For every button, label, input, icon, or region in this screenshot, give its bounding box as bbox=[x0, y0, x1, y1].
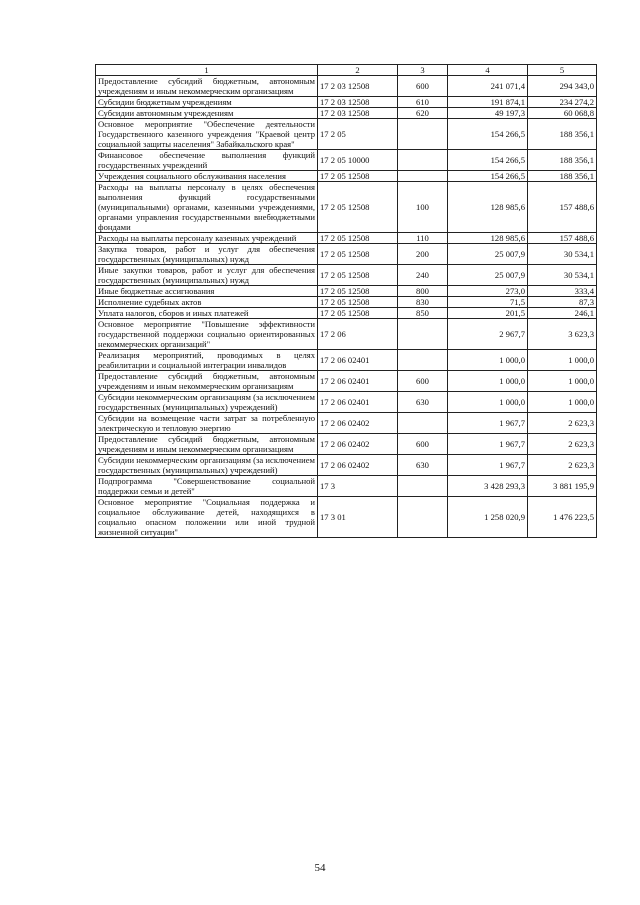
row-name: Иные бюджетные ассигнования bbox=[96, 286, 318, 297]
row-name: Учреждения социального обслуживания населения bbox=[96, 171, 318, 182]
row-code: 17 3 01 bbox=[318, 497, 398, 538]
row-code: 17 2 06 02401 bbox=[318, 350, 398, 371]
row-name: Подпрограмма "Совершенствование социальной поддержки семьи и детей" bbox=[96, 476, 318, 497]
row-name: Реализация мероприятий, проводимых в целях реабилитации и социальной интеграции инвалидов bbox=[96, 350, 318, 371]
row-value-col4: 25 007,9 bbox=[448, 265, 528, 286]
row-name: Основное мероприятие "Повышение эффективности государственной поддержки социально ориентированных некоммерческих организаций" bbox=[96, 319, 318, 350]
page-number: 54 bbox=[314, 862, 326, 874]
row-type: 620 bbox=[398, 108, 448, 119]
table-row bbox=[96, 371, 597, 392]
row-type bbox=[398, 497, 448, 538]
row-name: Предоставление субсидий бюджетным, автономным учреждениям и иным некоммерческим организациям bbox=[96, 434, 318, 455]
row-code: 17 2 05 12508 bbox=[318, 286, 398, 297]
table-row bbox=[96, 308, 597, 319]
row-value-col5: 188 356,1 bbox=[528, 119, 597, 150]
table-row bbox=[96, 476, 597, 497]
row-code: 17 3 bbox=[318, 476, 398, 497]
row-value-col5: 1 000,0 bbox=[528, 350, 597, 371]
row-value-col5: 3 623,3 bbox=[528, 319, 597, 350]
row-value-col4: 1 000,0 bbox=[448, 350, 528, 371]
row-code: 17 2 06 02402 bbox=[318, 413, 398, 434]
table-row bbox=[96, 286, 597, 297]
table-row bbox=[96, 97, 597, 108]
row-value-col5: 188 356,1 bbox=[528, 150, 597, 171]
row-name: Субсидии некоммерческим организациям (за исключением государственных (муниципальных) учреждений) bbox=[96, 392, 318, 413]
row-value-col4: 201,5 bbox=[448, 308, 528, 319]
row-type: 800 bbox=[398, 286, 448, 297]
row-name: Предоставление субсидий бюджетным, автономным учреждениям и иным некоммерческим организациям bbox=[96, 371, 318, 392]
row-name: Субсидии на возмещение части затрат за потребленную электрическую и тепловую энергию bbox=[96, 413, 318, 434]
row-name: Иные закупки товаров, работ и услуг для обеспечения государственных (муниципальных) нужд bbox=[96, 265, 318, 286]
row-value-col5: 333,4 bbox=[528, 286, 597, 297]
row-type: 200 bbox=[398, 244, 448, 265]
row-code: 17 2 05 12508 bbox=[318, 265, 398, 286]
row-value-col4: 241 071,4 bbox=[448, 76, 528, 97]
row-code: 17 2 03 12508 bbox=[318, 97, 398, 108]
row-name: Субсидии некоммерческим организациям (за исключением государственных (муниципальных) учреждений) bbox=[96, 455, 318, 476]
table-row bbox=[96, 108, 597, 119]
row-value-col5: 234 274,2 bbox=[528, 97, 597, 108]
row-value-col4: 1 000,0 bbox=[448, 392, 528, 413]
row-value-col5: 2 623,3 bbox=[528, 455, 597, 476]
table-row bbox=[96, 150, 597, 171]
table-row bbox=[96, 171, 597, 182]
row-type: 100 bbox=[398, 182, 448, 233]
row-value-col5: 157 488,6 bbox=[528, 182, 597, 233]
row-type: 610 bbox=[398, 97, 448, 108]
row-value-col4: 1 967,7 bbox=[448, 434, 528, 455]
row-type: 630 bbox=[398, 392, 448, 413]
column-header: 3 bbox=[398, 65, 448, 76]
row-name: Расходы на выплаты персоналу казенных учреждений bbox=[96, 233, 318, 244]
row-value-col5: 2 623,3 bbox=[528, 434, 597, 455]
row-value-col5: 294 343,0 bbox=[528, 76, 597, 97]
row-code: 17 2 05 12508 bbox=[318, 308, 398, 319]
table-row bbox=[96, 319, 597, 350]
row-value-col4: 154 266,5 bbox=[448, 171, 528, 182]
row-value-col4: 49 197,3 bbox=[448, 108, 528, 119]
table-row bbox=[96, 233, 597, 244]
table-row bbox=[96, 76, 597, 97]
row-code: 17 2 03 12508 bbox=[318, 76, 398, 97]
table-row bbox=[96, 392, 597, 413]
table-row bbox=[96, 455, 597, 476]
row-value-col5: 1 000,0 bbox=[528, 371, 597, 392]
row-code: 17 2 05 12508 bbox=[318, 171, 398, 182]
budget-table bbox=[95, 64, 597, 538]
row-code: 17 2 06 02402 bbox=[318, 434, 398, 455]
row-value-col5: 1 000,0 bbox=[528, 392, 597, 413]
row-code: 17 2 05 bbox=[318, 119, 398, 150]
row-value-col5: 246,1 bbox=[528, 308, 597, 319]
table-row bbox=[96, 119, 597, 150]
table-row bbox=[96, 434, 597, 455]
row-code: 17 2 05 12508 bbox=[318, 233, 398, 244]
row-value-col4: 3 428 293,3 bbox=[448, 476, 528, 497]
row-value-col4: 1 000,0 bbox=[448, 371, 528, 392]
row-name: Основное мероприятие "Обеспечение деятельности Государственного казенного учреждения "Краевой центр социальной защиты населения" Забайкальского края" bbox=[96, 119, 318, 150]
row-value-col4: 25 007,9 bbox=[448, 244, 528, 265]
row-value-col5: 60 068,8 bbox=[528, 108, 597, 119]
table-row bbox=[96, 297, 597, 308]
row-value-col5: 3 881 195,9 bbox=[528, 476, 597, 497]
row-value-col5: 30 534,1 bbox=[528, 244, 597, 265]
row-value-col4: 1 967,7 bbox=[448, 413, 528, 434]
row-code: 17 2 06 02401 bbox=[318, 371, 398, 392]
row-code: 17 2 06 02402 bbox=[318, 455, 398, 476]
row-name: Предоставление субсидий бюджетным, автономным учреждениям и иным некоммерческим организациям bbox=[96, 76, 318, 97]
table-header-row bbox=[96, 65, 597, 76]
row-value-col4: 154 266,5 bbox=[448, 119, 528, 150]
table-row bbox=[96, 244, 597, 265]
row-value-col5: 1 476 223,5 bbox=[528, 497, 597, 538]
row-type bbox=[398, 350, 448, 371]
row-name: Уплата налогов, сборов и иных платежей bbox=[96, 308, 318, 319]
row-type: 830 bbox=[398, 297, 448, 308]
row-code: 17 2 03 12508 bbox=[318, 108, 398, 119]
row-value-col5: 87,3 bbox=[528, 297, 597, 308]
row-type: 600 bbox=[398, 371, 448, 392]
column-header: 2 bbox=[318, 65, 398, 76]
table-row bbox=[96, 265, 597, 286]
row-type bbox=[398, 171, 448, 182]
row-name: Расходы на выплаты персоналу в целях обеспечения выполнения функций государственными (муниципальными) органами, казенными учреждениями, органами управления государственными внебюджетными фондами bbox=[96, 182, 318, 233]
row-type: 110 bbox=[398, 233, 448, 244]
row-type: 850 bbox=[398, 308, 448, 319]
row-code: 17 2 05 12508 bbox=[318, 244, 398, 265]
column-header: 1 bbox=[96, 65, 318, 76]
row-type: 600 bbox=[398, 434, 448, 455]
column-header: 4 bbox=[448, 65, 528, 76]
row-type bbox=[398, 476, 448, 497]
row-type: 600 bbox=[398, 76, 448, 97]
table-row bbox=[96, 413, 597, 434]
row-value-col4: 191 874,1 bbox=[448, 97, 528, 108]
row-type: 240 bbox=[398, 265, 448, 286]
column-header: 5 bbox=[528, 65, 597, 76]
row-value-col4: 1 258 020,9 bbox=[448, 497, 528, 538]
row-code: 17 2 05 10000 bbox=[318, 150, 398, 171]
row-name: Субсидии автономным учреждениям bbox=[96, 108, 318, 119]
row-code: 17 2 06 bbox=[318, 319, 398, 350]
table-row bbox=[96, 497, 597, 538]
row-value-col4: 154 266,5 bbox=[448, 150, 528, 171]
row-value-col4: 128 985,6 bbox=[448, 233, 528, 244]
table-row bbox=[96, 350, 597, 371]
row-type bbox=[398, 150, 448, 171]
row-name: Закупка товаров, работ и услуг для обеспечения государственных (муниципальных) нужд bbox=[96, 244, 318, 265]
row-value-col4: 71,5 bbox=[448, 297, 528, 308]
row-value-col4: 128 985,6 bbox=[448, 182, 528, 233]
row-value-col5: 30 534,1 bbox=[528, 265, 597, 286]
row-name: Финансовое обеспечение выполнения функций государственных учреждений bbox=[96, 150, 318, 171]
table-row bbox=[96, 182, 597, 233]
row-type bbox=[398, 319, 448, 350]
row-value-col4: 2 967,7 bbox=[448, 319, 528, 350]
row-name: Исполнение судебных актов bbox=[96, 297, 318, 308]
row-value-col5: 2 623,3 bbox=[528, 413, 597, 434]
row-code: 17 2 05 12508 bbox=[318, 297, 398, 308]
row-value-col5: 157 488,6 bbox=[528, 233, 597, 244]
row-value-col5: 188 356,1 bbox=[528, 171, 597, 182]
row-type bbox=[398, 119, 448, 150]
row-value-col4: 1 967,7 bbox=[448, 455, 528, 476]
row-type: 630 bbox=[398, 455, 448, 476]
row-code: 17 2 06 02401 bbox=[318, 392, 398, 413]
row-code: 17 2 05 12508 bbox=[318, 182, 398, 233]
row-type bbox=[398, 413, 448, 434]
row-value-col4: 273,0 bbox=[448, 286, 528, 297]
row-name: Субсидии бюджетным учреждениям bbox=[96, 97, 318, 108]
row-name: Основное мероприятие "Социальная поддержка и социальное обслуживание детей, находящихся в социально опасном положении или иной трудной жизненной ситуации" bbox=[96, 497, 318, 538]
